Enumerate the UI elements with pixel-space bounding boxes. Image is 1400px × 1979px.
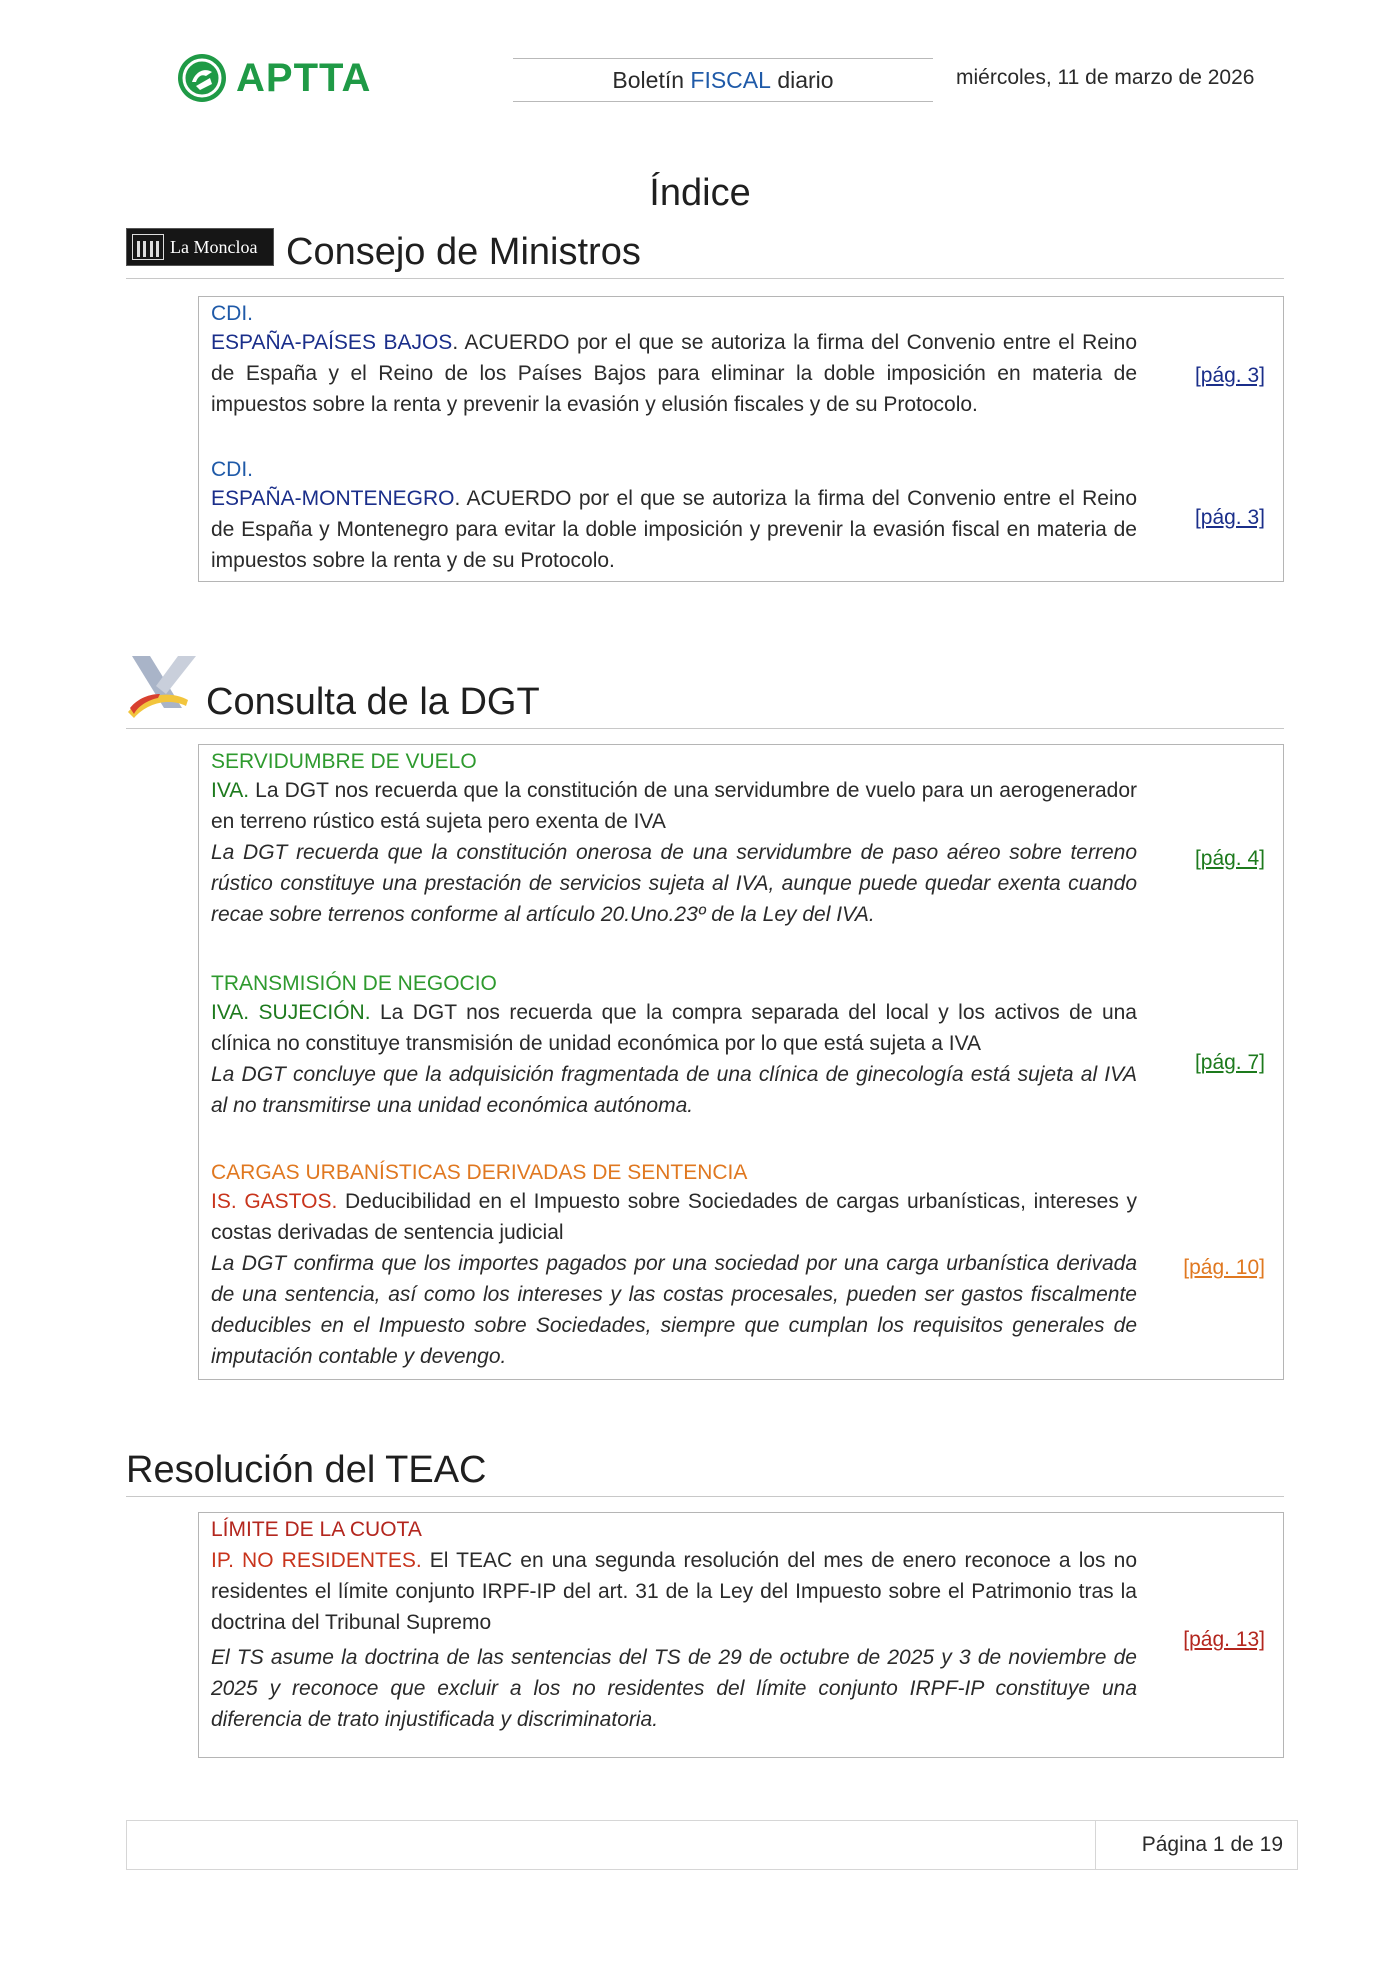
aeat-logo-icon <box>126 648 206 728</box>
index-title: Índice <box>649 172 751 214</box>
bulletin-title-fiscal: FISCAL <box>690 66 771 93</box>
entry-topic: CDI. <box>211 458 253 481</box>
page-number: Página 1 de 19 <box>1141 1833 1283 1856</box>
entry-body: . ACUERDO por el que se autoriza la firma del Convenio entre el Reino de España y Montenegro para evitar la doble imposición y prevenir la evasión fiscal en materia de impuestos sobre la renta y de su Protocolo. <box>211 487 1137 572</box>
footer-divider <box>1095 1821 1096 1869</box>
section-header-teac <box>126 1436 1284 1497</box>
entry-lead: ESPAÑA-MONTENEGRO <box>211 487 455 510</box>
entry-text <box>211 997 1137 1059</box>
page-link[interactable]: [pág. 3] <box>1194 506 1265 529</box>
entry-lead: IP. NO RESIDENTES. <box>211 1549 422 1572</box>
entry-body: Deducibilidad en el Impuesto sobre Sociedades de cargas urbanísticas, intereses y costas derivadas de sentencia judicial <box>211 1190 1137 1244</box>
section-box-teac <box>198 1512 1284 1758</box>
page-link[interactable]: [pág. 13] <box>1183 1628 1265 1651</box>
list-item <box>211 1160 1275 1372</box>
list-item <box>211 301 1275 420</box>
bulletin-title-end: diario <box>770 66 834 93</box>
aptta-logo <box>176 52 371 104</box>
page-link[interactable]: [pág. 4] <box>1194 847 1265 870</box>
section-box-consejo <box>198 296 1284 582</box>
entry-summary: La DGT recuerda que la constitución onerosa de una servidumbre de paso aéreo sobre terreno rústico constituye una prestación de servicios sujeta al IVA, aunque puede quedar exenta cuando recae sobre terrenos conforme al artículo 20.Uno.23º de la Ley del IVA. <box>211 841 1137 926</box>
bulletin-title-start: Boletín <box>612 66 691 93</box>
entry-topic: LÍMITE DE LA CUOTA <box>211 1518 422 1541</box>
section-box-dgt <box>198 744 1284 1380</box>
entry-text <box>211 327 1137 420</box>
entry-summary: El TS asume la doctrina de las sentencias del TS de 29 de octubre de 2025 y 3 de noviembre de 2025 y reconoce que excluir a los no residentes del límite conjunto IRPF-IP constituye una diferencia de trato injustificada y discriminatoria. <box>211 1646 1137 1731</box>
aptta-emblem-icon <box>176 52 228 104</box>
bulletin-title <box>513 58 933 102</box>
entry-topic: CDI. <box>211 302 253 325</box>
bulletin-date: miércoles, 11 de marzo de 2026 <box>956 66 1255 89</box>
entry-body: La DGT nos recuerda que la constitución de una servidumbre de vuelo para un aerogenerador en terreno rústico está sujeta pero exenta de IVA <box>211 779 1137 833</box>
section-header-consejo <box>126 222 1284 279</box>
entry-summary: La DGT concluye que la adquisición fragmentada de una clínica de ginecología está sujeta al IVA al no transmitirse una unidad económica autónoma. <box>211 1063 1137 1117</box>
section-header-dgt <box>126 634 1284 729</box>
entry-lead: ESPAÑA-PAÍSES BAJOS <box>211 331 453 354</box>
list-item <box>211 971 1275 1121</box>
section-title-consejo: Consejo de Ministros <box>286 231 641 274</box>
moncloa-logo <box>126 228 274 266</box>
moncloa-logo-text: La Moncloa <box>170 236 258 257</box>
list-item <box>211 749 1275 930</box>
entry-lead: IVA. <box>211 779 250 802</box>
entry-body: El TEAC en una segunda resolución del mes de enero reconoce a los no residentes el límite conjunto IRPF-IP del art. 31 de la Ley del Impuesto sobre el Patrimonio tras la doctrina del Tribunal Supremo <box>211 1549 1137 1634</box>
entry-topic: SERVIDUMBRE DE VUELO <box>211 750 477 773</box>
logo-text: APTTA <box>236 55 372 100</box>
page-header <box>0 0 1400 130</box>
entry-text <box>211 1545 1137 1638</box>
entry-lead: IVA. SUJECIÓN. <box>211 1001 371 1024</box>
entry-topic: CARGAS URBANÍSTICAS DERIVADAS DE SENTENCIA <box>211 1161 748 1184</box>
list-item <box>211 457 1275 576</box>
list-item <box>211 1517 1275 1735</box>
entry-text <box>211 775 1137 837</box>
building-icon <box>132 234 164 260</box>
section-title-dgt: Consulta de la DGT <box>206 681 540 724</box>
entry-lead: IS. GASTOS. <box>211 1190 338 1213</box>
page-footer <box>126 1820 1298 1870</box>
entry-body: . ACUERDO por el que se autoriza la firma del Convenio entre el Reino de España y el Reino de los Países Bajos para eliminar la doble imposición en materia de impuestos sobre la renta y prevenir la evasión y elusión fiscales y de su Protocolo. <box>211 331 1138 416</box>
entry-text <box>211 1186 1137 1248</box>
entry-body: La DGT nos recuerda que la compra separada del local y los activos de una clínica no constituye transmisión de unidad económica por lo que está sujeta a IVA <box>211 1001 1137 1055</box>
entry-text <box>211 483 1137 576</box>
page-link[interactable]: [pág. 10] <box>1183 1256 1265 1279</box>
entry-summary: La DGT confirma que los importes pagados por una sociedad por una carga urbanística derivada de una sentencia, así como los intereses y las costas procesales, pueden ser gastos fiscalmente deducibles en el Impuesto sobre Sociedades, siempre que cumplan los requisitos generales de imputación contable y devengo. <box>211 1252 1137 1368</box>
page-link[interactable]: [pág. 3] <box>1194 364 1265 387</box>
entry-topic: TRANSMISIÓN DE NEGOCIO <box>211 972 497 995</box>
page-link[interactable]: [pág. 7] <box>1194 1051 1265 1074</box>
section-title-teac: Resolución del TEAC <box>126 1449 487 1492</box>
